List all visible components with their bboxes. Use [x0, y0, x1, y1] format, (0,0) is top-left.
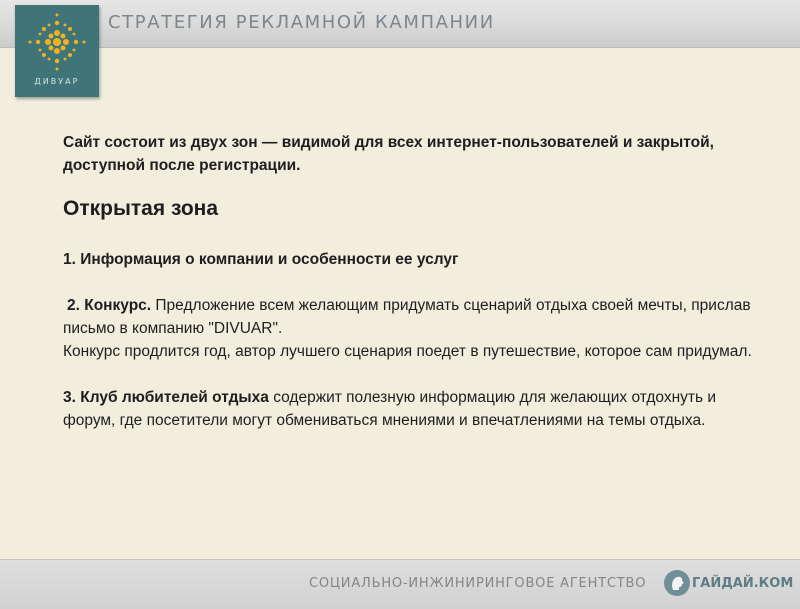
- list-item-company-info: 1. Информация о компании и особенности ее услуг: [63, 251, 459, 268]
- divuar-logo: [15, 5, 99, 97]
- intro-text: Сайт состоит из двух зон — видимой для всех интернет-пользователей и закрытой, доступной после регистрации.: [63, 134, 714, 174]
- section-heading: Открытая зона: [63, 197, 219, 220]
- profile-logo-icon: [664, 570, 690, 596]
- logo-text: ДИВУАР: [34, 77, 80, 86]
- contest-label: 2. Конкурс.: [67, 297, 152, 314]
- club-description: содержит полезную информацию для желающих отдохнуть и форум, где посетители могут обмениваться мнениями и впечатлениями на темы отдыха.: [63, 389, 717, 429]
- agency-name: СОЦИАЛЬНО-ИНЖИНИРИНГОВОЕ АГЕНТСТВО: [309, 576, 647, 591]
- contest-description: Предложение всем желающим придумать сценарий отдыха своей мечты, прислав письмо в компанию "DIVUAR".: [63, 297, 751, 337]
- list-item-contest: [63, 294, 753, 340]
- footer-bar: [0, 559, 800, 609]
- header-bar: [0, 0, 800, 48]
- sun-logo-icon: [27, 9, 87, 73]
- list-item-club: [63, 386, 753, 432]
- brand-name: ГАЙДАЙ.КОМ: [692, 576, 794, 591]
- contest-details: Конкурс продлится год, автор лучшего сценария поедет в путешествие, которое сам придумал.: [63, 343, 752, 360]
- page-title: СТРАТЕГИЯ РЕКЛАМНОЙ КАМПАНИИ: [108, 12, 495, 33]
- main-content: [63, 131, 753, 432]
- club-label: 3. Клуб любителей отдыха: [63, 389, 269, 406]
